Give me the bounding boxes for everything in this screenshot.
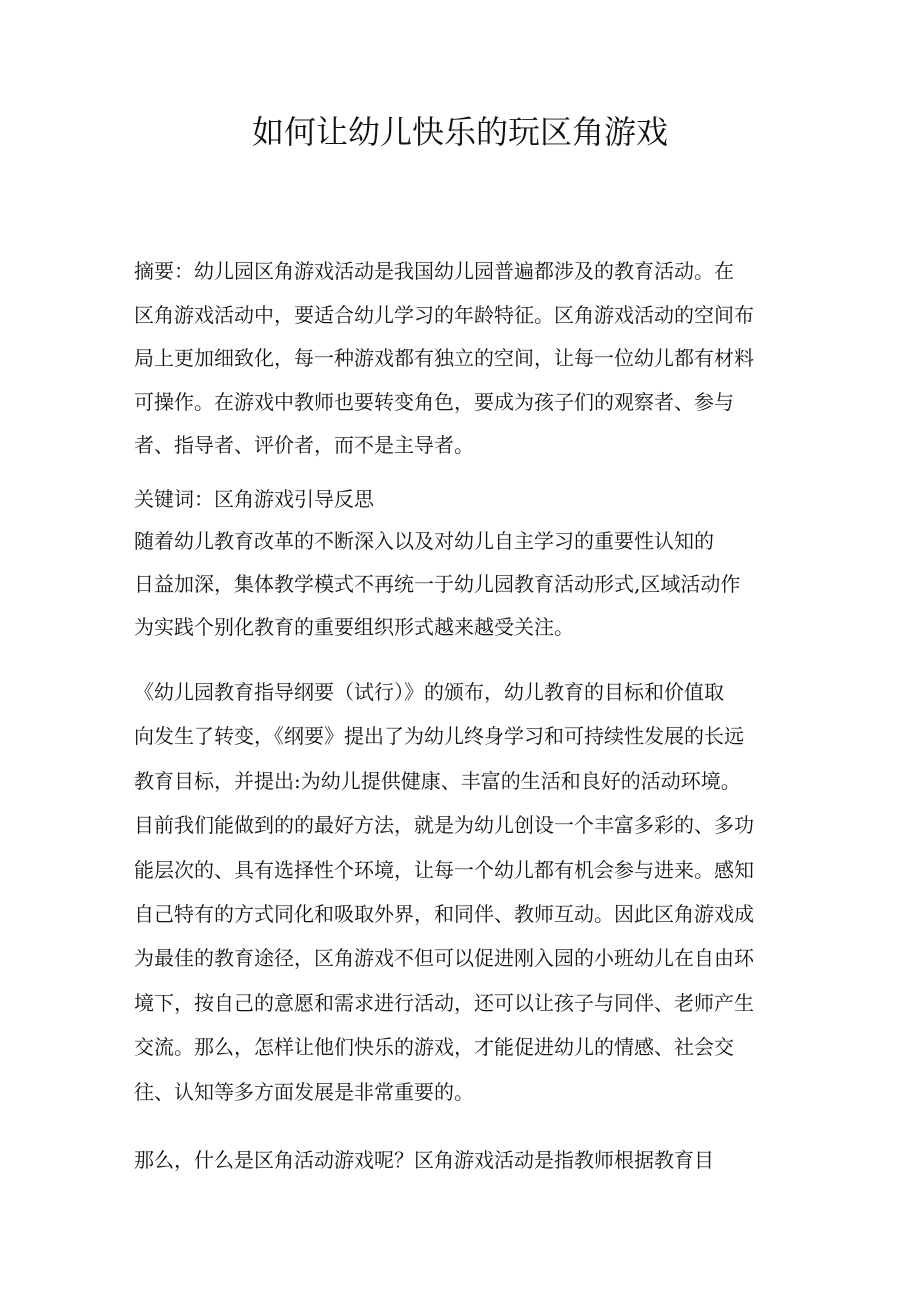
intro-paragraph: 随着幼儿教育改革的不断深入以及对幼儿自主学习的重要性认知的 日益加深，集体教学模式不再统一于幼儿园教育活动形式,区域活动作 为实践个别化教育的重要组织形式越来越受关注。 [134, 529, 741, 639]
outline-paragraph: 《幼儿园教育指导纲要（试行）》的颁布，幼儿教育的目标和价值取 向发生了转变，《纲要》提出了为幼儿终身学习和可持续性发展的长远 教育目标，并提出:为幼儿提供健康、丰富的生活和良好的活动环境。 目前我们能做到的的最好方法，就是为幼儿创设一个丰富多彩的、多功 能层次的、具有选择性个环境，让每一个幼儿都有机会参与进来。感知 自己特有的方式同化和吸取外界，和同伴、教师互动。因此区角游戏成 为最佳的教育途径，区角游戏不但可以促进刚入园的小班幼儿在自由环 境下，按自己的意愿和需求进行活动，还可以让孩子与同伴、老师产生 交流。那么，怎样让他们快乐的游戏，才能促进幼儿的情感、社会交 往、认知等多方面发展是非常重要的。 [134, 680, 754, 1104]
abstract-paragraph: 摘要：幼儿园区角游戏活动是我国幼儿园普遍都涉及的教育活动。在 区角游戏活动中，要适合幼儿学习的年龄特征。区角游戏活动的空间布 局上更加细致化，每一种游戏都有独立的空间，让每一位幼儿都有材料 可操作。在游戏中教师也要转变角色，要成为孩子们的观察者、参与 者、指导者、评价者，而不是主导者。 [134, 259, 754, 457]
document-title: 如何让幼儿快乐的玩区角游戏 [251, 113, 668, 151]
question-paragraph: 那么，什么是区角活动游戏呢？区角游戏活动是指教师根据教育目 [134, 1148, 714, 1172]
keywords-line: 关键词：区角游戏引导反思 [134, 487, 374, 511]
